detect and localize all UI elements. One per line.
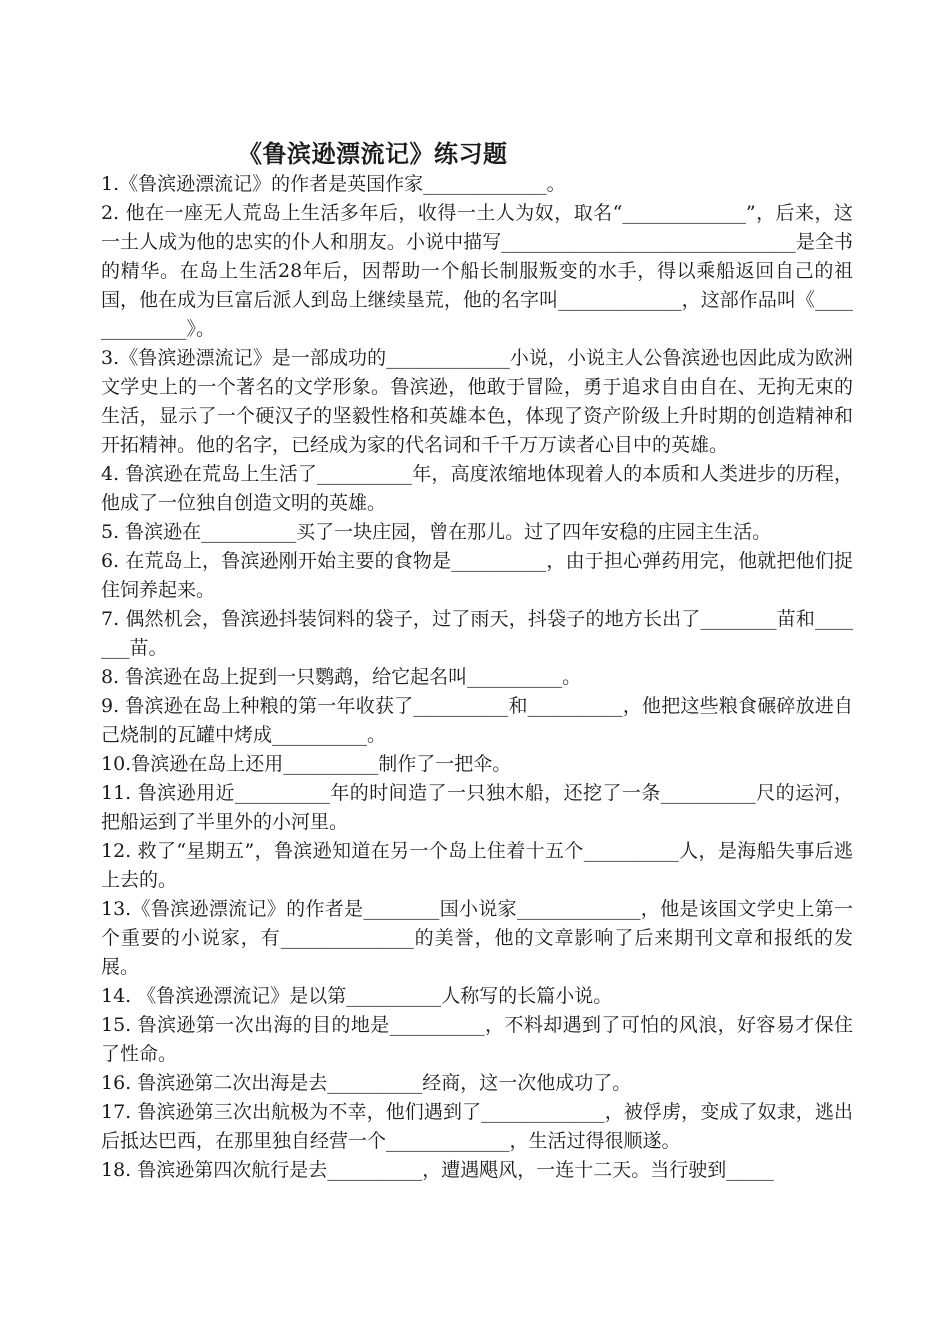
question-item: 10.鲁滨逊在岛上还用__________制作了一把伞。 — [101, 753, 512, 775]
question-item: 4. 鲁滨逊在荒岛上生活了__________年，高度浓缩地体现着人的本质和人类进步的历程，他成了一位独自创造文明的英雄。 — [101, 463, 853, 514]
question-item: 15. 鲁滨逊第一次出海的目的地是__________，不料却遇到了可怕的风浪，好容易才保住了性命。 — [101, 1014, 853, 1065]
question-item: 2. 他在一座无人荒岛上生活多年后，收得一土人为奴，取名“_____________”，后来，这一土人成为他的忠实的仆人和朋友。小说中描写_______________________________是全书的精华。在岛上生活28年后，因帮助一个船长制服叛变的水手，得以乘船返回自己的祖国，他在成为巨富后派人到岛上继续垦荒，他的名字叫_____________，这部作品叫《_____________》。 — [101, 202, 853, 340]
question-item: 5. 鲁滨逊在__________买了一块庄园，曾在那儿。过了四年安稳的庄园主生活。 — [101, 521, 772, 543]
document-title: 《鲁滨逊漂流记》练习题 — [238, 139, 508, 168]
question-item: 13.《鲁滨逊漂流记》的作者是________国小说家_____________，他是该国文学史上第一个重要的小说家，有______________的美誉，他的文章影响了后来期刊文章和报纸的发展。 — [101, 898, 853, 978]
question-item: 1.《鲁滨逊漂流记》的作者是英国作家_____________。 — [101, 173, 566, 195]
question-item: 17. 鲁滨逊第三次出航极为不幸，他们遇到了_____________，被俘虏，变成了奴隶，逃出后抵达巴西，在那里独自经营一个_____________，生活过得很顺遂。 — [101, 1101, 853, 1152]
question-item: 3.《鲁滨逊漂流记》是一部成功的_____________小说，小说主人公鲁滨逊也因此成为欧洲文学史上的一个著名的文学形象。鲁滨逊，他敢于冒险，勇于追求自由自在、无拘无束的生活，显示了一个硬汉子的坚毅性格和英雄本色，体现了资产阶级上升时期的创造精神和开拓精神。他的名字，已经成为家的代名词和千千万万读者心目中的英雄。 — [101, 347, 853, 456]
question-item: 11. 鲁滨逊用近__________年的时间造了一只独木船，还挖了一条__________尺的运河，把船运到了半里外的小河里。 — [101, 782, 853, 833]
question-item: 14. 《鲁滨逊漂流记》是以第__________人称写的长篇小说。 — [101, 985, 613, 1007]
question-item: 12. 救了“星期五”，鲁滨逊知道在另一个岛上住着十五个__________人，是海船失事后逃上去的。 — [101, 840, 853, 891]
question-item: 6. 在荒岛上，鲁滨逊刚开始主要的食物是__________，由于担心弹药用完，他就把他们捉住饲养起来。 — [101, 550, 853, 601]
question-item: 16. 鲁滨逊第二次出海是去__________经商，这一次他成功了。 — [101, 1072, 632, 1094]
question-list — [101, 170, 853, 1185]
question-item: 18. 鲁滨逊第四次航行是去__________，遭遇飓风，一连十二天。当行驶到_____ — [101, 1159, 774, 1181]
question-item: 9. 鲁滨逊在岛上种粮的第一年收获了__________和__________，他把这些粮食碾碎放进自己烧制的瓦罐中烤成__________。 — [101, 695, 853, 746]
question-item: 8. 鲁滨逊在岛上捉到一只鹦鹉，给它起名叫__________。 — [101, 666, 582, 688]
question-item: 7. 偶然机会，鲁滨逊抖装饲料的袋子，过了雨天，抖袋子的地方长出了________苗和_______苗。 — [101, 608, 853, 659]
